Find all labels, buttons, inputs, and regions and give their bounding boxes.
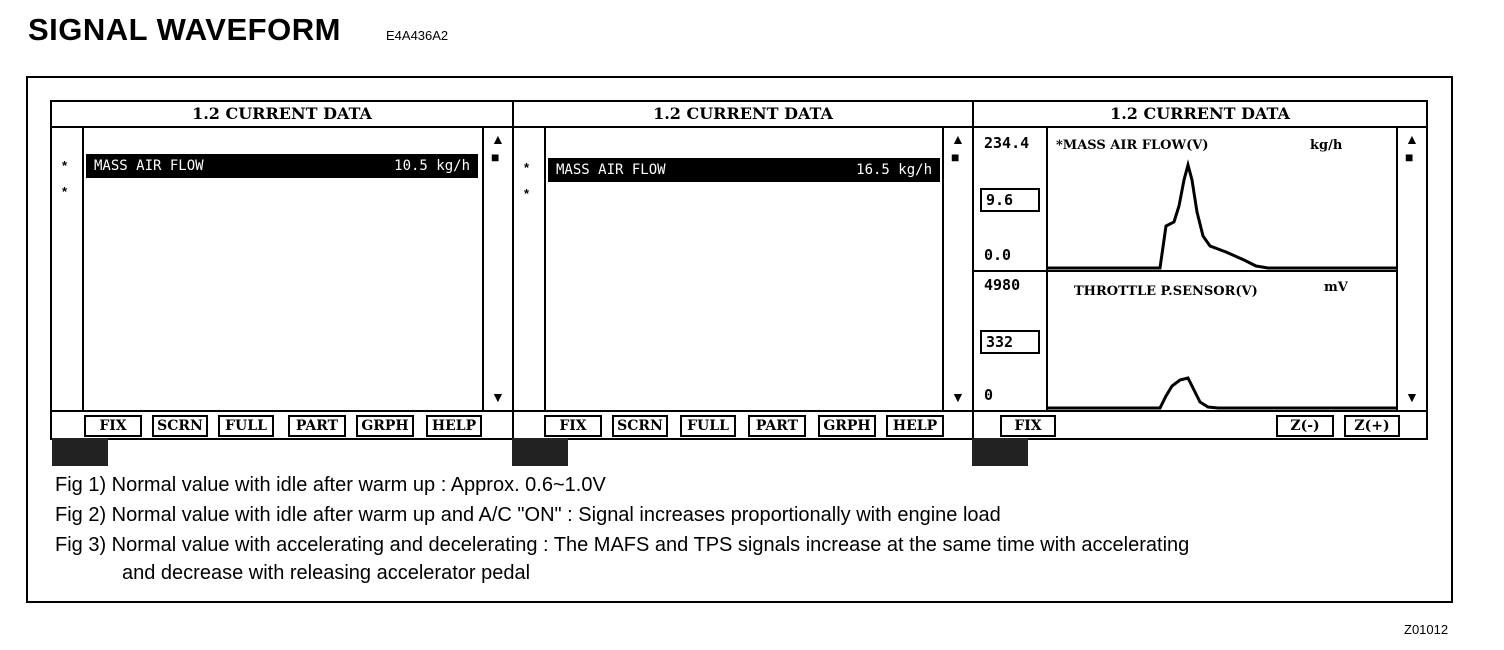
help-button[interactable]: HELP [426,415,482,437]
scrn-button[interactable]: SCRN [152,415,208,437]
graph-scale-column [974,128,1048,410]
selection-marker: * [524,186,530,201]
scroll-thumb-icon[interactable]: ■ [1405,149,1414,165]
graph2-unit: mV [1324,280,1348,295]
data-row-value: 10.5 kg/h [394,158,470,174]
data-row-label: MASS AIR FLOW [556,162,666,178]
data-row-mass-air-flow[interactable] [548,158,940,182]
graph1-current-value: 9.6 [980,188,1040,212]
screen-tab-marker [512,438,568,466]
part-button[interactable]: PART [288,415,346,437]
selection-marker: * [62,184,68,199]
full-button[interactable]: FULL [218,415,274,437]
data-list [84,128,480,410]
screen-fig1 [52,102,514,438]
screen-tab-marker [52,438,108,466]
softkey-bar [974,410,1426,438]
figure-id: Z01012 [1404,622,1449,637]
full-button[interactable]: FULL [680,415,736,437]
note-fig1: Fig 1) Normal value with idle after warm up : Approx. 0.6~1.0V [55,474,606,496]
data-list [546,128,942,410]
data-row-value: 16.5 kg/h [856,162,932,178]
graph2-max: 4980 [984,276,1021,294]
zoom-in-button[interactable]: Z(+) [1344,415,1400,437]
marker-column [52,128,84,410]
screen-title: 1.2 CURRENT DATA [514,102,972,128]
data-row-mass-air-flow[interactable] [86,154,478,178]
note-fig3-continued: and decrease with releasing accelerator pedal [122,562,531,584]
graph1-label: *MASS AIR FLOW(V) [1056,138,1209,153]
scroll-down-icon[interactable]: ▼ [1405,389,1419,405]
graph1-min: 0.0 [984,246,1012,264]
scan-tool-screens [50,100,1428,440]
softkey-bar [52,410,512,438]
graph2-label: THROTTLE P.SENSOR(V) [1074,284,1258,299]
note-fig2: Fig 2) Normal value with idle after warm up and A/C "ON" : Signal increases proportionally with engine load [55,504,1001,526]
fix-button[interactable]: FIX [84,415,142,437]
scrn-button[interactable]: SCRN [612,415,668,437]
screen-title: 1.2 CURRENT DATA [52,102,512,128]
graph2-current-value: 332 [980,330,1040,354]
scroll-thumb-icon[interactable]: ■ [951,149,960,165]
scroll-down-icon[interactable]: ▼ [491,389,505,405]
screen-fig3 [974,102,1426,438]
scroll-up-icon[interactable]: ▲ [1405,131,1419,147]
scrollbar[interactable] [1396,128,1426,410]
scrollbar[interactable] [482,128,512,410]
scroll-thumb-icon[interactable]: ■ [491,149,500,165]
screen-tab-marker [972,438,1028,466]
document-code: E4A436A2 [386,28,449,43]
mass-air-flow-waveform [1048,165,1398,268]
waveform-plot [1048,128,1398,410]
scrollbar[interactable] [942,128,972,410]
scroll-up-icon[interactable]: ▲ [951,131,965,147]
scroll-up-icon[interactable]: ▲ [491,131,505,147]
fix-button[interactable]: FIX [544,415,602,437]
scroll-down-icon[interactable]: ▼ [951,389,965,405]
fix-button[interactable]: FIX [1000,415,1056,437]
screen-fig2 [514,102,974,438]
selection-marker: * [62,158,68,173]
marker-column [514,128,546,410]
selection-marker: * [524,160,530,175]
softkey-bar [514,410,972,438]
page-title: SIGNAL WAVEFORM [28,12,341,47]
note-fig3: Fig 3) Normal value with accelerating and decelerating : The MAFS and TPS signals increase at the same time with accelerating [55,534,1190,556]
screen-title: 1.2 CURRENT DATA [974,102,1426,128]
grph-button[interactable]: GRPH [818,415,876,437]
graph2-min: 0 [984,386,994,404]
graph1-unit: kg/h [1310,138,1343,153]
zoom-out-button[interactable]: Z(-) [1276,415,1334,437]
throttle-sensor-waveform [1048,378,1398,408]
graph1-max: 234.4 [984,134,1030,152]
grph-button[interactable]: GRPH [356,415,414,437]
data-row-label: MASS AIR FLOW [94,158,204,174]
part-button[interactable]: PART [748,415,806,437]
help-button[interactable]: HELP [886,415,944,437]
